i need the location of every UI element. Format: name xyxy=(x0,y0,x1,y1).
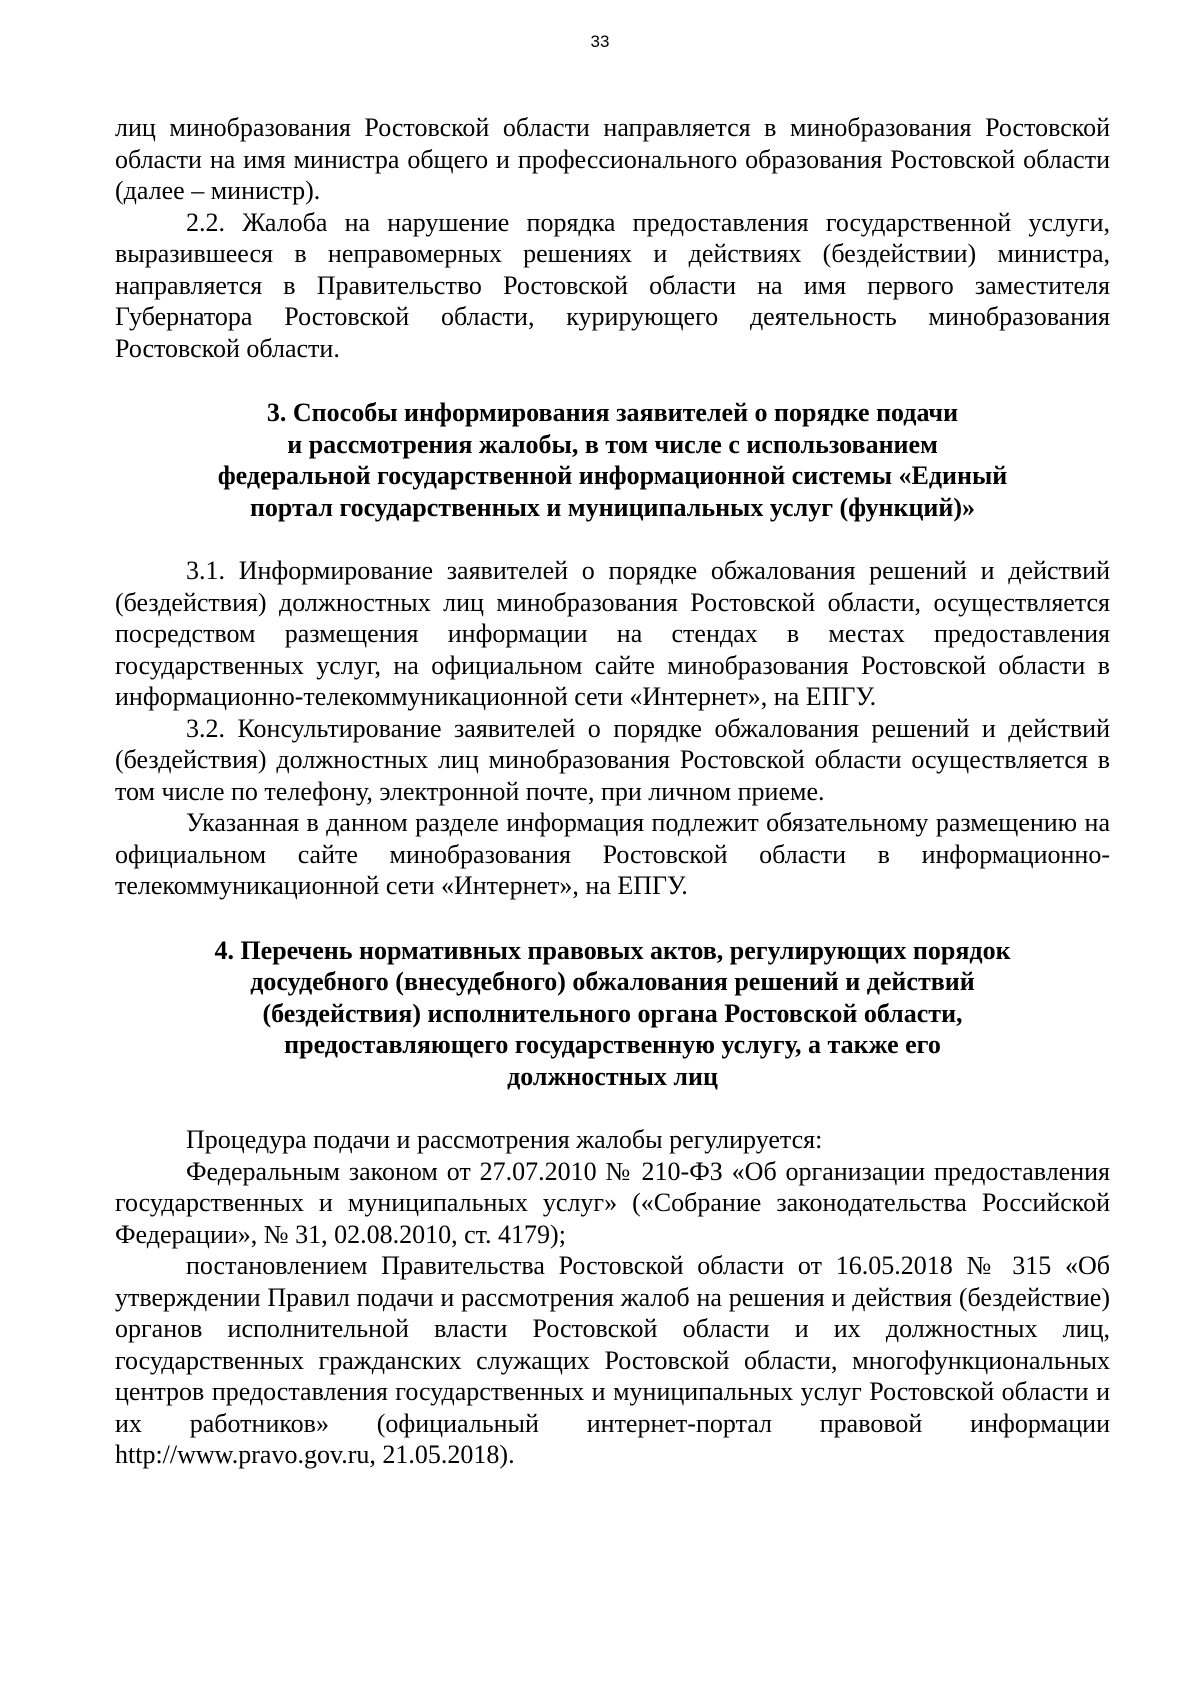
heading-line: 4. Перечень нормативных правовых актов, регулирующих порядок xyxy=(214,935,1011,965)
heading-line: предоставляющего государственную услугу, а также его xyxy=(284,1030,941,1059)
heading-line: 3. Способы информирования заявителей о порядке подачи xyxy=(266,398,959,427)
section-3-heading xyxy=(115,397,1110,523)
heading-line: должностных лиц xyxy=(507,1061,718,1091)
paragraph-4-federal-law: Федеральным законом от 27.07.2010 № 210-ФЗ «Об организации предоставления государственных и муниципальных услуг» («Собрание законодательства Российской Федерации», № 31, 02.08.2010, ст. 4179); xyxy=(115,1156,1110,1249)
heading-line: и рассмотрения жалобы, в том числе с использованием xyxy=(287,429,938,459)
paragraph-4-regional-decree: постановлением Правительства Ростовской области от 16.05.2018 № 315 «Об утверждении Правил подачи и рассмотрения жалоб на решения и действия (бездействие) органов исполнительной власти Ростовской области и их должностных лиц, государственных гражданских служащих Ростовской области, многофункциональных центров предоставления государственных и муниципальных услуг Ростовской области и их работников» (официальный интернет-портал правовой информации http://www.pravo.gov.ru, 21.05.2018). xyxy=(115,1251,1110,1469)
heading-line: досудебного (внесудебного) обжалования решений и действий xyxy=(250,967,975,996)
heading-line: (бездействия) исполнительного органа Ростовской области, xyxy=(262,998,963,1028)
paragraph-continuation: лиц минобразования Ростовской области направляется в минобразования Ростовской области на имя министра общего и профессионального образования Ростовской области (далее – министр). xyxy=(115,113,1110,205)
paragraph-2-2: 2.2. Жалоба на нарушение порядка предоставления государственной услуги, выразившееся в неправомерных решениях и действиях (бездействии) министра, направляется в Правительство Ростовской области на имя первого заместителя Губернатора Ростовской области, курирующего деятельность минобразования Ростовской области. xyxy=(115,207,1110,363)
page-number: 33 xyxy=(590,32,610,51)
paragraph-3-1: 3.1. Информирование заявителей о порядке обжалования решений и действий (бездействия) должностных лиц минобразования Ростовской области, осуществляется посредством размещения информации на стендах в местах предоставления государственных услуг, на официальном сайте минобразования Ростовской области в информационно-телекоммуникационной сети «Интернет», на ЕПГУ. xyxy=(115,556,1110,711)
paragraph-3-note: Указанная в данном разделе информация подлежит обязательному размещению на официальном сайте минобразования Ростовской области в информационно-телекоммуникационной сети «Интернет», на ЕПГУ. xyxy=(115,808,1110,900)
document-body xyxy=(115,112,1110,1471)
paragraph-4-intro: Процедура подачи и рассмотрения жалобы регулируется: xyxy=(186,1125,823,1154)
heading-line: портал государственных и муниципальных услуг (функций)» xyxy=(249,492,976,522)
heading-line: федеральной государственной информационной системы «Единый xyxy=(217,461,1008,490)
section-4-heading xyxy=(115,935,1110,1093)
paragraph-3-2: 3.2. Консультирование заявителей о порядке обжалования решений и действий (бездействия) должностных лиц минобразования Ростовской области осуществляется в том числе по телефону, электронной почте, при личном приеме. xyxy=(115,713,1110,806)
